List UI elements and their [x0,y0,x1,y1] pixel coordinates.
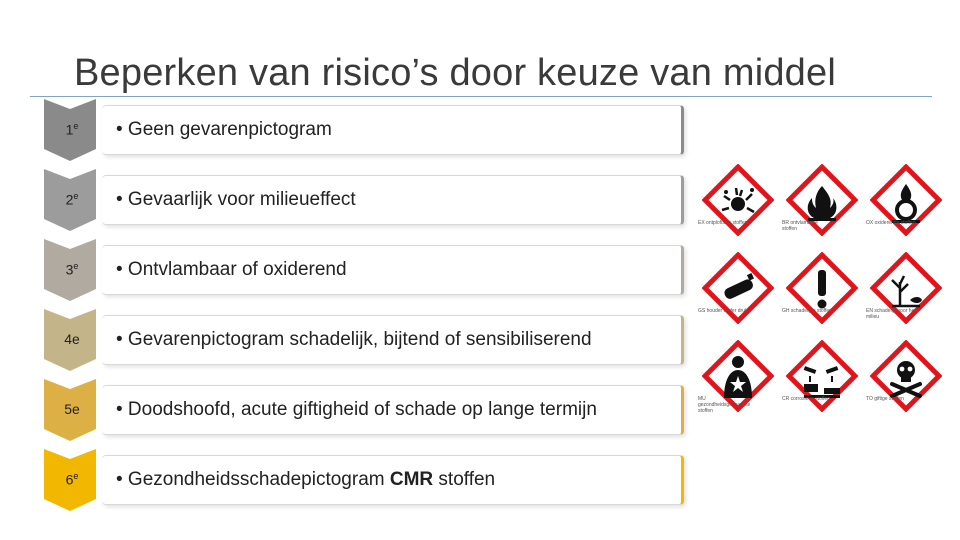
pictogram-caption: OX oxiderende stoffen [866,220,916,226]
pictogram-caption: GS houder onder druk [698,308,748,314]
step-box-6 [102,455,684,505]
pictogram-caption: EX ontplofbare stoffen [698,220,748,226]
step-rank-suffix: e [73,471,79,481]
step-box-1 [102,105,684,155]
slide-title: Beperken van risico’s door keuze van middel [74,52,836,94]
step-rank-number: 5e [64,401,80,417]
step-rank-label [44,471,100,488]
pictogram-caption: EN schadelijk voor het milieu [866,308,916,320]
hazard-pictogram-grid [698,164,950,424]
step-text: • Ontvlambaar of oxiderend [116,259,347,280]
pictogram-caption: GH schadelijke stoffen [782,308,832,314]
step-box-5 [102,385,684,435]
step-rank-number: 4e [64,331,80,347]
step-rank-number: 1 [65,121,74,138]
pictogram-caption: MU gezondheidsgevaarlijke stoffen [698,396,751,414]
step-rank-label [44,261,100,278]
step-text: • Doodshoofd, acute giftigheid of schade op lange termijn [116,399,597,420]
step-chevron-2 [44,169,96,231]
step-rank-suffix: e [73,261,79,271]
step-text: • Gevarenpictogram schadelijk, bijtend of sensibiliserend [116,329,592,350]
pictogram-caption: BR ontvlambare stoffen [782,220,818,232]
step-chevron-5 [44,379,96,441]
step-chevron-4 [44,309,96,371]
step-text-part: stoffen [433,469,496,490]
step-rank-label [44,191,100,208]
step-box-2 [102,175,684,225]
step-rank-label [44,401,100,417]
step-rank-number: 3 [65,261,74,278]
step-rank-label [44,121,100,138]
step-rank-label [44,331,100,347]
step-text: • Geen gevarenpictogram [116,119,332,140]
step-text-bold: CMR [389,469,434,490]
step-rank-suffix: e [73,121,79,131]
pictogram-caption: TO giftige stoffen [866,396,904,402]
pictogram-caption: CR corrosieve stoffen [782,396,830,402]
step-text-part: • Gezondheidsschadepictogram [116,469,390,490]
step-box-3 [102,245,684,295]
step-text [116,469,495,491]
step-chevron-1 [44,99,96,161]
title-divider [30,96,932,97]
step-text: • Gevaarlijk voor milieueffect [116,189,356,210]
step-rank-number: 2 [65,191,74,208]
step-chevron-3 [44,239,96,301]
step-rank-suffix: e [73,191,79,201]
step-rank-number: 6 [65,471,74,488]
step-box-4 [102,315,684,365]
step-chevron-6 [44,449,96,511]
